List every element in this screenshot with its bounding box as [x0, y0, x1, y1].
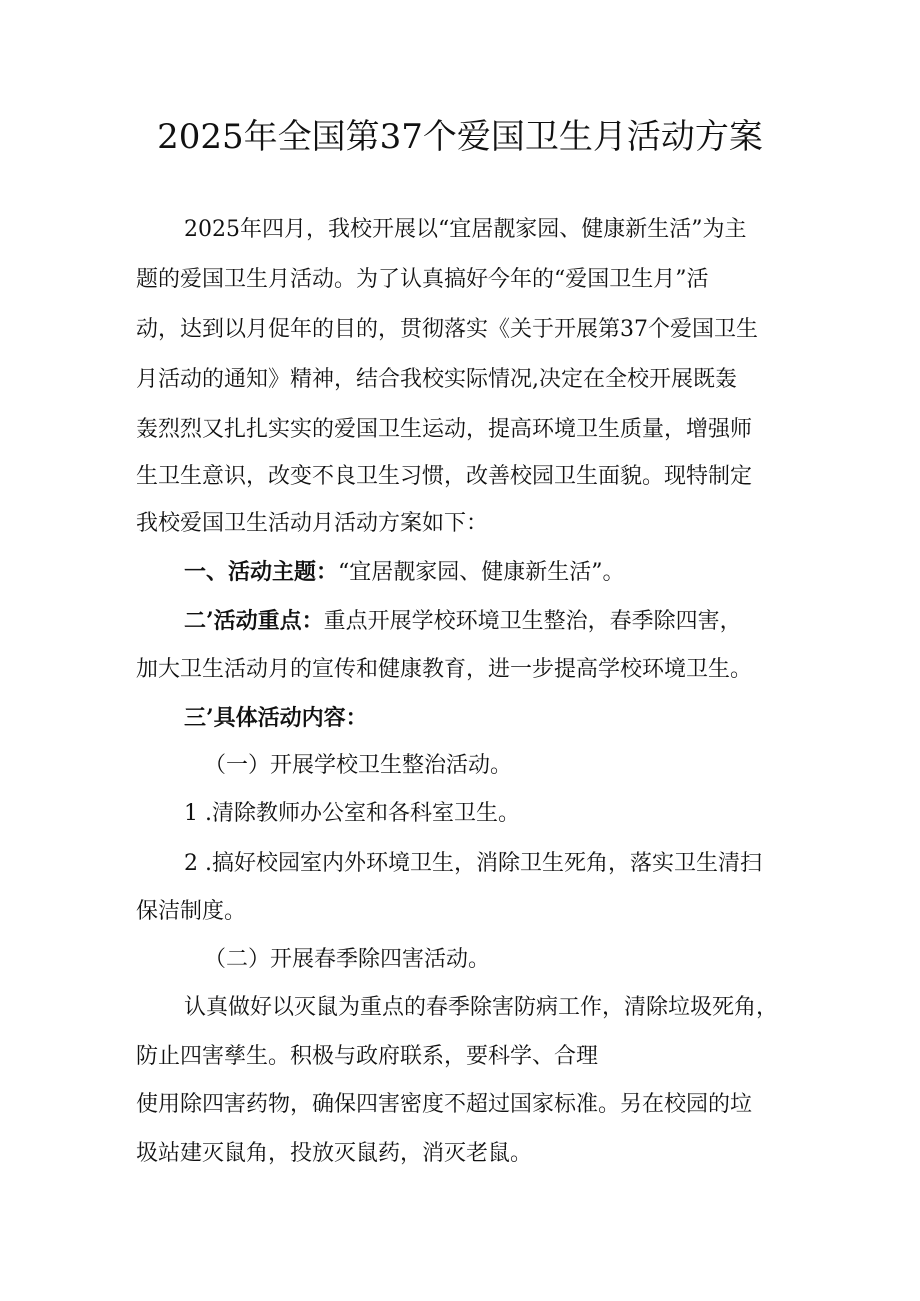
intro-line-2: 题的爱国卫生月活动。为了认真搞好今年的“爱国卫生月”活: [136, 267, 709, 292]
last-para-line-2: 防止四害孳生。积极与政府联系，要科学、合理: [136, 1044, 599, 1069]
last-para-line-4: 圾站建灭鼠角，投放灭鼠药，消灭老鼠。: [136, 1141, 533, 1166]
document-title: 2025年全国第37个爱国卫生月活动方案: [157, 117, 763, 157]
section-2-text-line-2: 加大卫生活动月的宣传和健康教育，进一步提高学校环境卫生。: [136, 657, 753, 682]
intro-line-7: 我校爱国卫生活动月活动方案如下：: [136, 511, 489, 536]
subsection-2: （二）开展春季除四害活动。: [204, 947, 491, 972]
intro-line-1: 2025年四月，我校开展以“宜居靓家园、健康新生活”为主: [184, 217, 747, 242]
last-para-line-3: 使用除四害药物，确保四害密度不超过国家标准。另在校园的垃: [136, 1092, 753, 1117]
intro-line-6: 生卫生意识，改变不良卫生习惯，改善校园卫生面貌。现特制定: [136, 464, 753, 489]
section-3-heading: 三’具体活动内容：: [184, 705, 368, 731]
subsection-1: （一）开展学校卫生整治活动。: [204, 753, 513, 778]
section-1-heading: 一、活动主题：: [184, 559, 339, 585]
intro-line-3: 动，达到以月促年的目的，贯彻落实《关于开展第37个爱国卫生: [136, 317, 758, 342]
section-2: [184, 605, 742, 638]
section-2-text: 重点开展学校环境卫生整治，春季除四害，: [323, 609, 742, 634]
section-1-text: “宜居靓家园、健康新生活”。: [338, 560, 625, 585]
last-para-line-1: 认真做好以灭鼠为重点的春季除害防病工作，清除垃圾死角，: [184, 995, 779, 1020]
intro-line-4: 月活动的通知》精神，结合我校实际情况,决定在全校开展既轰: [136, 367, 737, 392]
intro-line-5: 轰烈烈又扎扎实实的爱国卫生运动，提高环境卫生质量，增强师: [136, 417, 753, 442]
item-2-line-1: 2 .搞好校园室内外环境卫生，消除卫生死角，落实卫生清扫: [184, 851, 762, 876]
item-2-line-2: 保洁制度。: [136, 899, 247, 924]
section-1: [184, 556, 625, 589]
section-2-heading: 二’活动重点：: [184, 608, 324, 634]
item-1: 1 .清除教师办公室和各科室卫生。: [184, 801, 520, 826]
